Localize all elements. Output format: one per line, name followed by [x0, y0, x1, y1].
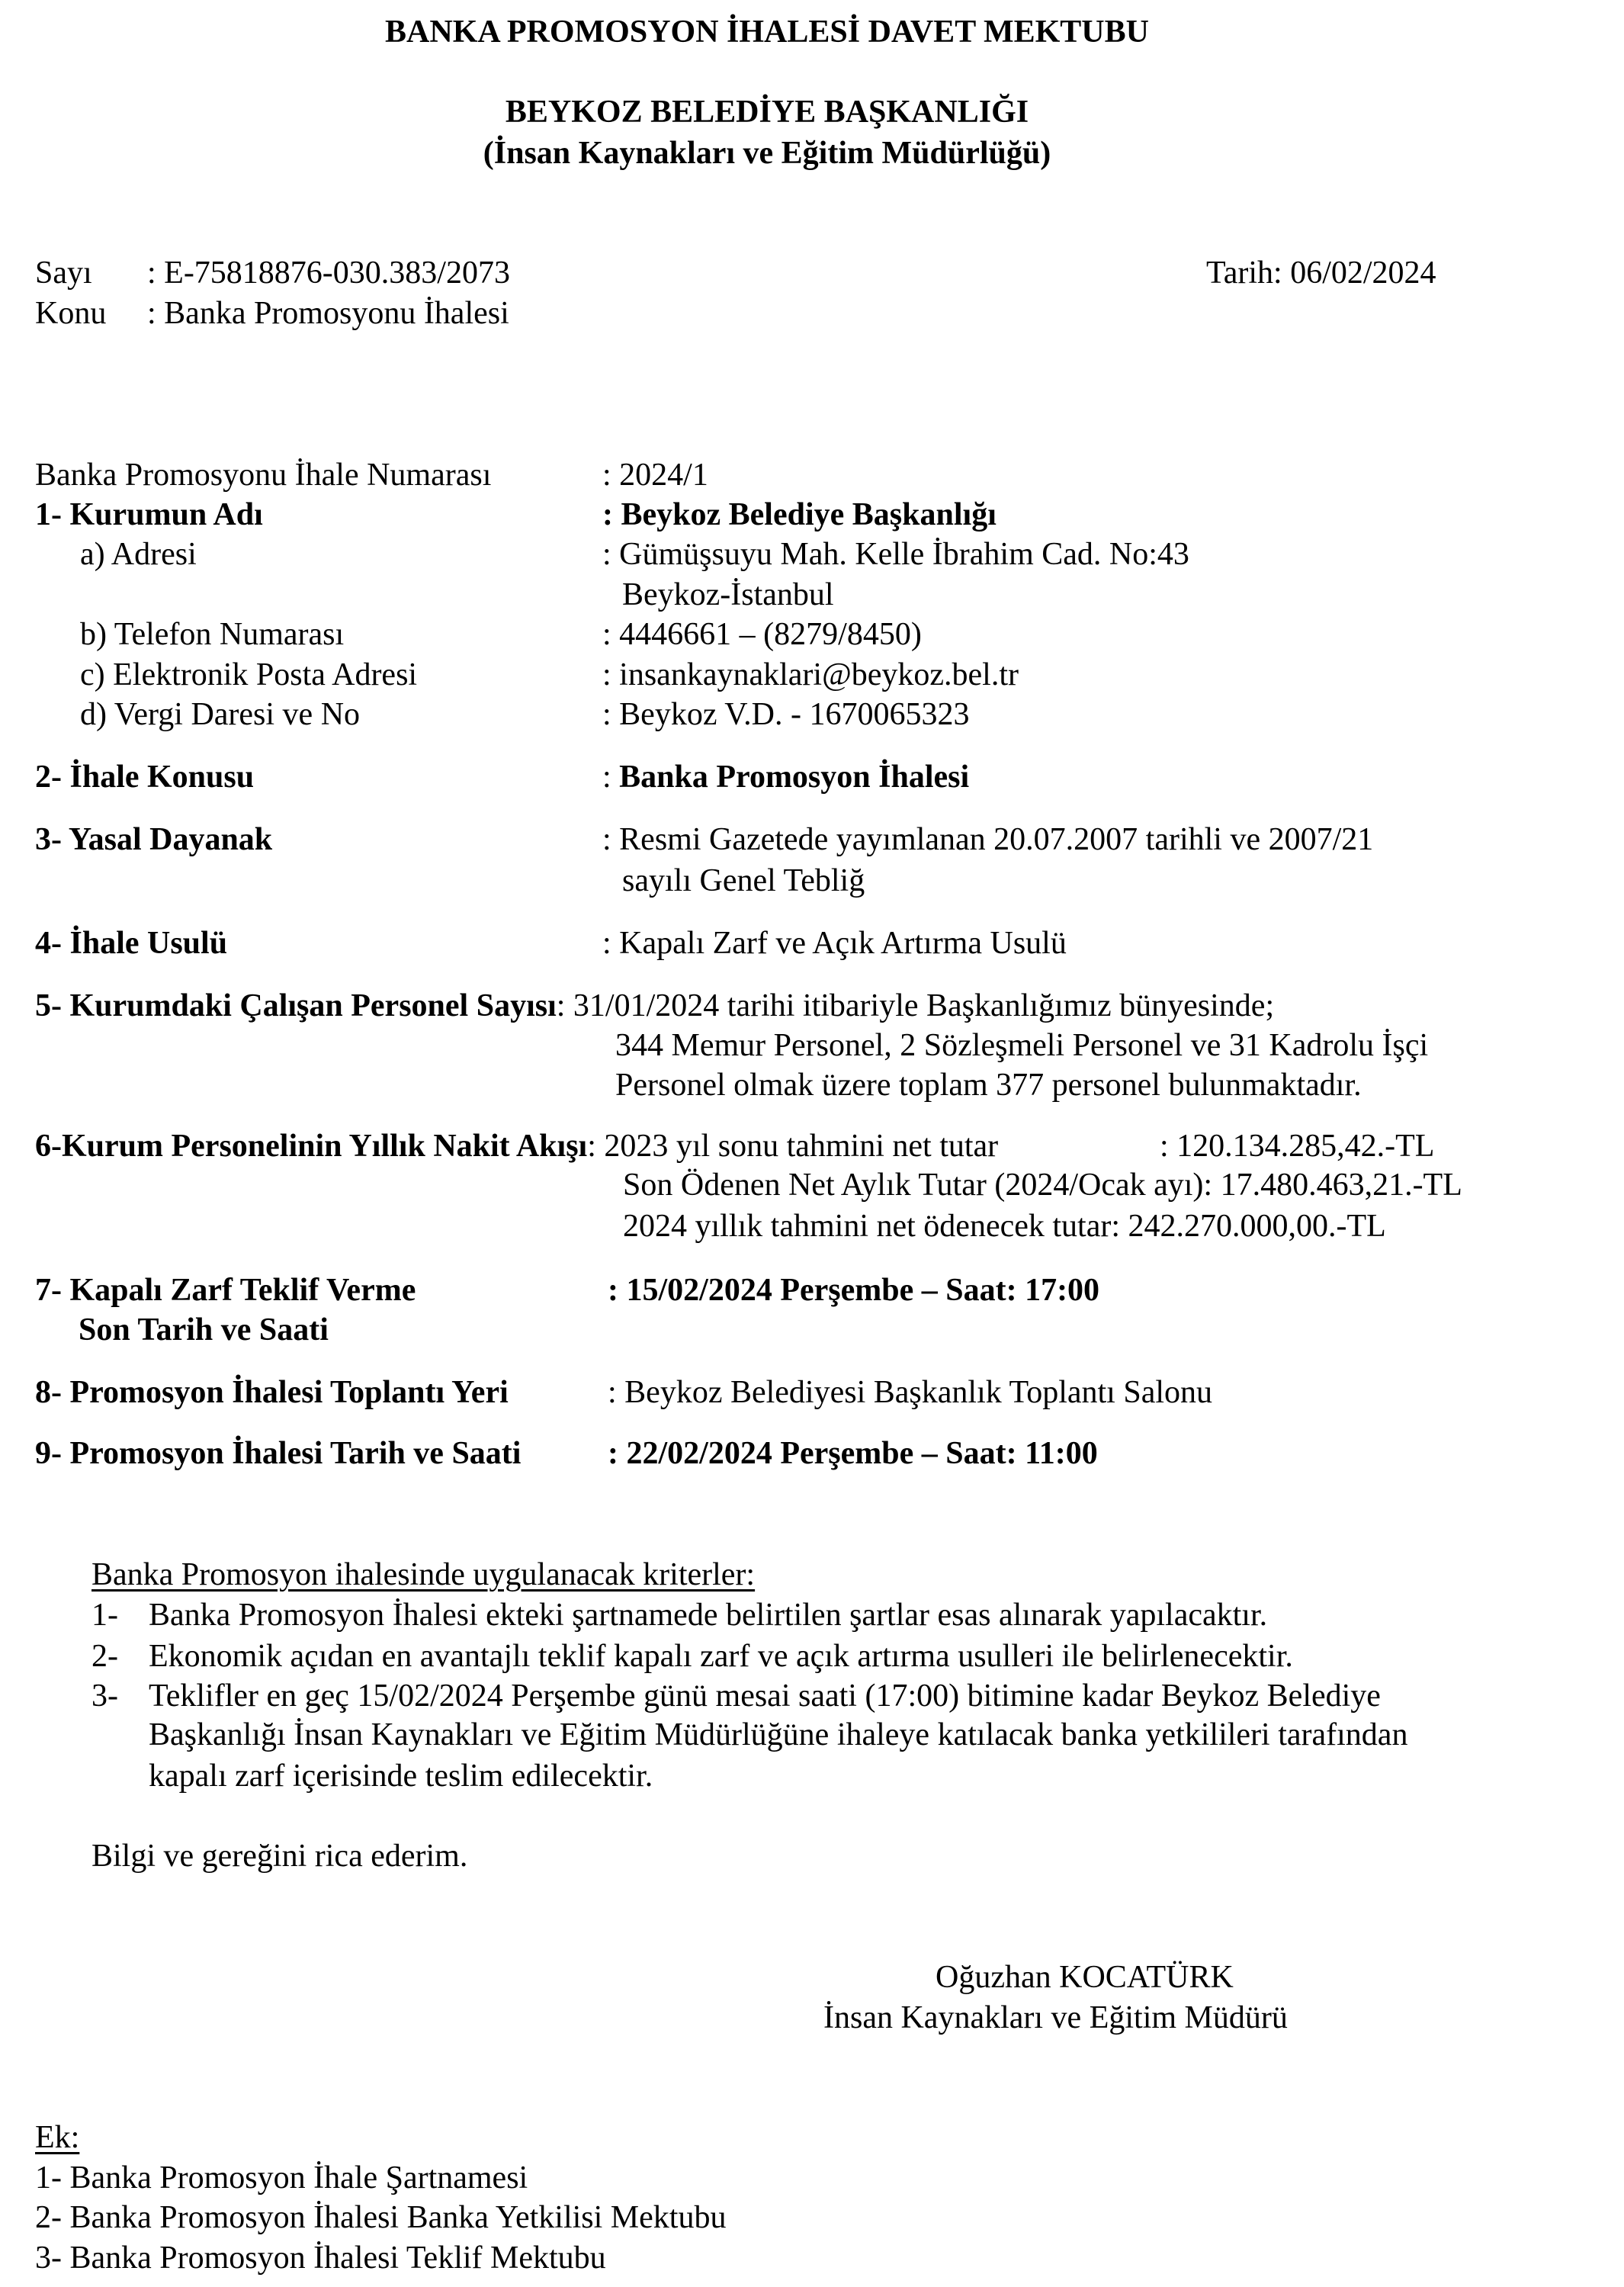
- tender-number-label: Banka Promosyonu İhale Numarası: [35, 458, 492, 493]
- section-5-label: 5- Kurumdaki Çalışan Personel Sayısı: [35, 988, 557, 1023]
- email-label: c) Elektronik Posta Adresi: [80, 657, 418, 692]
- section-2-colon: :: [602, 760, 620, 795]
- section-6-label: 6-Kurum Personelinin Yıllık Nakit Akışı: [35, 1129, 588, 1164]
- section-7-value: : 15/02/2024 Perşembe – Saat: 17:00: [608, 1273, 1100, 1308]
- department-name: (İnsan Kaynakları ve Eğitim Müdürlüğü): [483, 136, 1051, 171]
- section-7-label-line2: Son Tarih ve Saati: [79, 1312, 329, 1347]
- section-6-value-line3: 2024 yıllık tahmini net ödenecek tutar: 242.270.000,00.-TL: [623, 1209, 1386, 1244]
- section-5-value-line3: Personel olmak üzere toplam 377 personel bulunmaktadır.: [615, 1068, 1362, 1103]
- criteria-heading: Banka Promosyon ihalesinde uygulanacak kriterler:: [91, 1557, 756, 1592]
- section-9-value: : 22/02/2024 Perşembe – Saat: 11:00: [608, 1436, 1098, 1471]
- attachments-heading: Ek:: [35, 2120, 80, 2155]
- attachment-item-2: 2- Banka Promosyon İhalesi Banka Yetkilisi Mektubu: [35, 2200, 727, 2235]
- signatory-title: İnsan Kaynakları ve Eğitim Müdürü: [823, 2000, 1288, 2035]
- section-2-label: 2- İhale Konusu: [35, 760, 255, 795]
- sayi-value: : E-75818876-030.383/2073: [147, 255, 510, 291]
- email-value: : insankaynaklari@beykoz.bel.tr: [602, 657, 1019, 692]
- criteria-item-3-text-line3: kapalı zarf içerisinde teslim edilecektir.: [149, 1759, 653, 1794]
- criteria-item-1-number: 1-: [91, 1598, 118, 1633]
- attachment-item-3: 3- Banka Promosyon İhalesi Teklif Mektubu: [35, 2240, 606, 2276]
- address-label: a) Adresi: [80, 537, 197, 572]
- section-6-amount: : 120.134.285,42.-TL: [1160, 1129, 1435, 1164]
- section-9-label: 9- Promosyon İhalesi Tarih ve Saati: [35, 1436, 522, 1471]
- criteria-item-3-text-line2: Başkanlığı İnsan Kaynakları ve Eğitim Müdürlüğüne ihaleye katılacak banka yetkilileri tarafından: [149, 1717, 1408, 1752]
- date: Tarih: 06/02/2024: [1206, 255, 1436, 291]
- section-6-value: : 2023 yıl sonu tahmini net tutar: [587, 1129, 999, 1164]
- section-1-value: : Beykoz Belediye Başkanlığı: [602, 497, 997, 532]
- tender-number-value: : 2024/1: [602, 458, 708, 493]
- institution-name: BEYKOZ BELEDİYE BAŞKANLIĞI: [505, 95, 1029, 130]
- phone-label: b) Telefon Numarası: [80, 617, 345, 652]
- section-3-value: : Resmi Gazetede yayımlanan 20.07.2007 tarihli ve 2007/21: [602, 822, 1374, 857]
- phone-value: : 4446661 – (8279/8450): [602, 617, 922, 652]
- section-5-value: : 31/01/2024 tarihi itibariyle Başkanlığımız bünyesinde;: [556, 988, 1275, 1023]
- tax-label: d) Vergi Daresi ve No: [80, 697, 361, 732]
- section-8-label: 8- Promosyon İhalesi Toplantı Yeri: [35, 1375, 509, 1410]
- section-3-value-line2: sayılı Genel Tebliğ: [622, 863, 865, 898]
- criteria-item-3-text: Teklifler en geç 15/02/2024 Perşembe günü mesai saati (17:00) bitimine kadar Beykoz Belediye: [149, 1678, 1381, 1714]
- section-5-value-line2: 344 Memur Personel, 2 Sözleşmeli Personel ve 31 Kadrolu İşçi: [615, 1028, 1429, 1063]
- section-8-value: : Beykoz Belediyesi Başkanlık Toplantı Salonu: [608, 1375, 1213, 1410]
- section-2-value: [602, 761, 969, 793]
- sayi-label: Sayı: [35, 255, 92, 291]
- konu-value: : Banka Promosyonu İhalesi: [147, 296, 509, 331]
- section-3-label: 3- Yasal Dayanak: [35, 822, 273, 857]
- criteria-item-1-text: Banka Promosyon İhalesi ekteki şartnamede belirtilen şartlar esas alınarak yapılacaktır.: [149, 1598, 1268, 1633]
- document-title: BANKA PROMOSYON İHALESİ DAVET MEKTUBU: [385, 14, 1149, 50]
- attachment-item-1: 1- Banka Promosyon İhale Şartnamesi: [35, 2160, 528, 2195]
- tax-value: : Beykoz V.D. - 1670065323: [602, 697, 970, 732]
- section-6-value-line2: Son Ödenen Net Aylık Tutar (2024/Ocak ayı): 17.480.463,21.-TL: [623, 1168, 1462, 1203]
- address-value: : Gümüşsuyu Mah. Kelle İbrahim Cad. No:43: [602, 537, 1189, 572]
- section-6-row: [35, 1130, 998, 1162]
- criteria-item-3-number: 3-: [91, 1678, 118, 1714]
- section-7-label: 7- Kapalı Zarf Teklif Verme: [35, 1273, 416, 1308]
- konu-label: Konu: [35, 296, 107, 331]
- address-value-line2: Beykoz-İstanbul: [622, 577, 834, 612]
- signatory-name: Oğuzhan KOCATÜRK: [936, 1960, 1234, 1995]
- section-4-value: : Kapalı Zarf ve Açık Artırma Usulü: [602, 926, 1067, 961]
- section-1-label: 1- Kurumun Adı: [35, 497, 263, 532]
- criteria-item-2-text: Ekonomik açıdan en avantajlı teklif kapalı zarf ve açık artırma usulleri ile belirlenecektir.: [149, 1639, 1293, 1674]
- section-4-label: 4- İhale Usulü: [35, 926, 228, 961]
- closing-text: Bilgi ve gereğini rica ederim.: [91, 1839, 468, 1874]
- section-5-row: [35, 990, 1274, 1022]
- criteria-item-2-number: 2-: [91, 1639, 118, 1674]
- section-2-text: Banka Promosyon İhalesi: [619, 760, 970, 795]
